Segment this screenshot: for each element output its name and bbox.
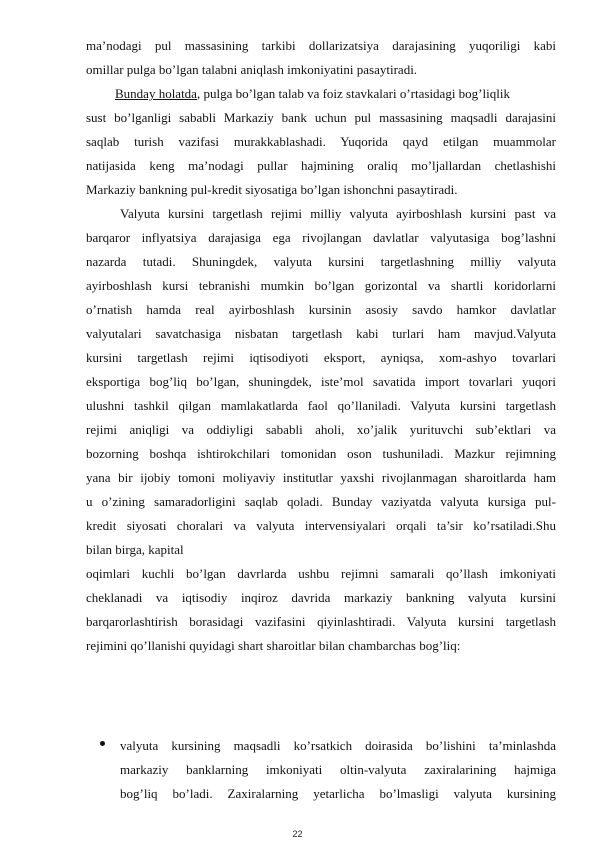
paragraph-line: o’rnatish hamda real ayirboshlash kursinin asosiy savdo hamkor davlatlar [86, 302, 556, 317]
paragraph-line: ayirboshlash kursi tebranishi mumkin bo’lgan gorizontal va shartli koridorlarni [86, 278, 556, 293]
paragraph-line: u o’zining samaradorligini saqlab qoladi. Bunday vaziyatda valyuta kursiga pul- [86, 494, 556, 509]
paragraph-line: ulushni tashkil qilgan mamlakatlarda faol qo’llaniladi. Valyuta kursini targetlash [86, 398, 556, 413]
paragraph-line: Markaziy bankning pul-kredit siyosatiga bo’lgan ishonchni pasaytiradi. [86, 182, 458, 197]
paragraph-line: ma’nodagi pul massasining tarkibi dollarizatsiya darajasining yuqoriligi kabi [86, 38, 556, 53]
paragraph-first-line-rest: , pulga bo’lgan talab va foiz stavkalari o’rtasidagi bog’liqlik [196, 86, 510, 101]
paragraph-first-line [86, 82, 556, 106]
paragraph-line: rejimini qo’llanishi quyidagi shart sharoitlar bilan chambarchas bog’liq: [86, 638, 461, 653]
paragraph-line: barqarorlashtirish borasidagi vazifasini qiyinlashtiradi. Valyuta kursini targetlash [86, 614, 556, 629]
underlined-phrase: Bunday holatda [115, 86, 197, 101]
paragraph-line: eksportiga bog’liq bo’lgan, shuningdek, iste’mol savatida import tovarlari yuqori [86, 374, 556, 389]
bullet-text [120, 734, 556, 806]
paragraph-line: kredit siyosati choralari va valyuta intervensiyalari orqali ta’sir ko’rsatiladi.Shu [86, 518, 556, 533]
body-text [86, 34, 556, 658]
paragraph-line: valyutalari savatchasiga nisbatan targetlash kabi turlari ham mavjud.Valyuta [86, 326, 556, 341]
paragraph-line: saqlab turish vazifasi murakkablashadi. Yuqorida qayd etilgan muammolar [86, 134, 556, 149]
paragraph-line: bilan birga, kapital [86, 542, 184, 557]
paragraph-line: kursini targetlash rejimi iqtisodiyoti eksport, ayniqsa, xom-ashyo tovarlari [86, 350, 556, 365]
paragraph-line: rejimi aniqligi va oddiyligi sababli aholi, xo’jalik yurituvchi sub’ektlari va [86, 422, 556, 437]
bullet-line: bog’liq bo’ladi. Zaxiralarning yetarlicha bo’lmasligi valyuta kursining [120, 786, 556, 801]
paragraph-line: nazarda tutadi. Shuningdek, valyuta kursini targetlashning milliy valyuta [86, 254, 556, 269]
paragraph-line: barqaror inflyatsiya darajasiga ega rivojlangan davlatlar valyutasiga bog’lashni [86, 230, 556, 245]
paragraph-line: bozorning boshqa ishtirokchilari tomonidan oson tushuniladi. Mazkur rejimning [86, 446, 556, 461]
paragraph-line: natijasida keng ma’nodagi pullar hajmining oraliq mo’ljallardan chetlashishi [86, 158, 556, 173]
bullet-icon [100, 741, 105, 746]
paragraph-line: yana bir ijobiy tomoni moliyaviy institutlar yaxshi rivojlanmagan sharoitlarda ham [86, 470, 556, 485]
bullet-line: markaziy banklarning imkoniyati oltin-valyuta zaxiralarining hajmiga [120, 762, 556, 777]
paragraph-line: sust bo’lganligi sababli Markaziy bank uchun pul massasining maqsadli darajasini [86, 110, 556, 125]
paragraph-line: oqimlari kuchli bo’lgan davrlarda ushbu rejimni samarali qo’llash imkoniyati [86, 566, 556, 581]
paragraph-line: cheklanadi va iqtisodiy inqiroz davrida markaziy bankning valyuta kursini [86, 590, 556, 605]
page-number: 22 [292, 829, 303, 839]
paragraph-first-line: Valyuta kursini targetlash rejimi milliy valyuta ayirboshlash kursini past va [120, 206, 556, 221]
paragraph-line: omillar pulga bo’lgan talabni aniqlash imkoniyatini pasaytiradi. [86, 62, 418, 77]
bullet-line: valyuta kursining maqsadli ko’rsatkich doirasida bo’lishini ta’minlashda [120, 738, 556, 753]
